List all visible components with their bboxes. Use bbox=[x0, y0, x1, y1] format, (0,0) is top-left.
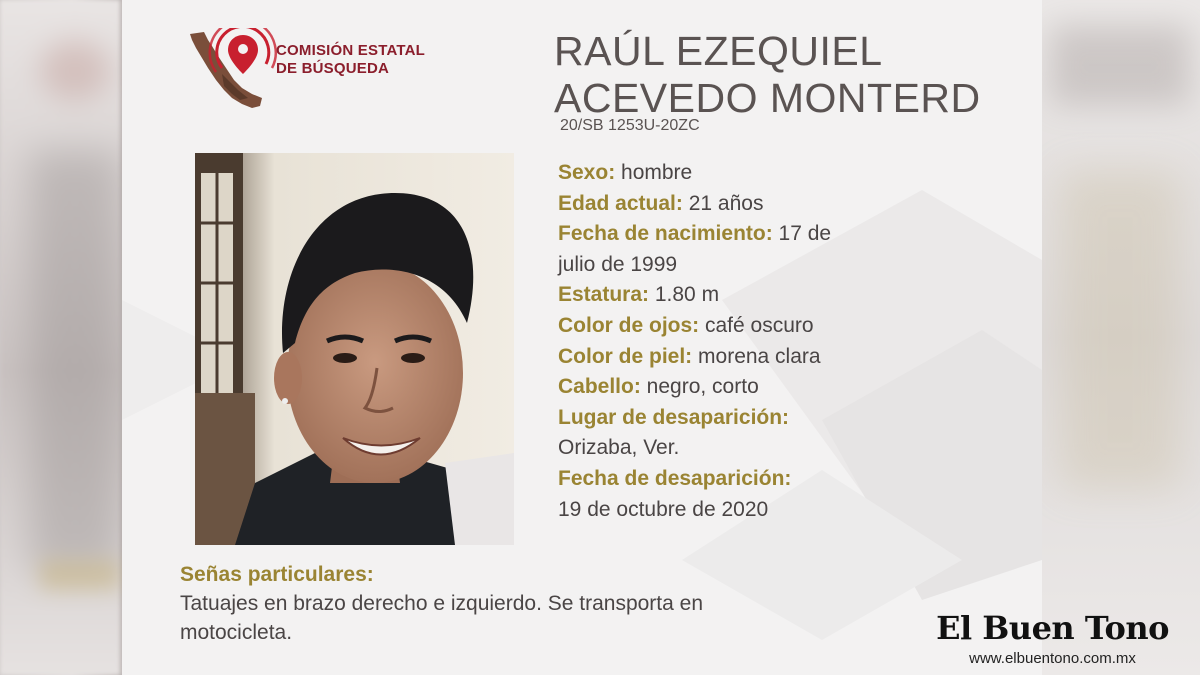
portrait-illustration bbox=[195, 153, 514, 545]
senas-particulares bbox=[180, 560, 940, 647]
ojos-value: café oscuro bbox=[699, 313, 814, 337]
edad-label: Edad actual: bbox=[558, 191, 683, 215]
edad-value: 21 años bbox=[682, 191, 764, 215]
estatura-label: Estatura: bbox=[558, 283, 650, 307]
lugar-label: Lugar de desaparición: bbox=[558, 405, 790, 429]
name-line-2: ACEVEDO MONTERD bbox=[554, 75, 981, 121]
cabello-value: negro, corto bbox=[640, 375, 759, 399]
sexo-label: Sexo: bbox=[558, 161, 616, 184]
nacimiento-label: Fecha de nacimiento: bbox=[558, 222, 773, 246]
estatura-value: 1.80 m bbox=[649, 283, 720, 307]
detail-ojos bbox=[558, 311, 1028, 342]
el-buen-tono-watermark bbox=[930, 610, 1175, 670]
nacimiento-value-1: 17 de bbox=[772, 222, 832, 246]
watermark-title: El Buen Tono bbox=[936, 609, 1169, 647]
detail-sexo bbox=[558, 158, 1028, 189]
detail-estatura bbox=[558, 280, 1028, 311]
nacimiento-value-2: julio de 1999 bbox=[558, 252, 678, 276]
sexo-value: hombre bbox=[615, 161, 693, 184]
senas-text-2: motocicleta. bbox=[180, 621, 293, 644]
ojos-label: Color de ojos: bbox=[558, 313, 700, 337]
detail-nacimiento bbox=[558, 219, 1028, 250]
detail-cabello bbox=[558, 372, 1028, 403]
case-id: 20/SB 1253U-20ZC bbox=[560, 117, 700, 134]
person-details bbox=[558, 158, 1028, 525]
missing-person-poster bbox=[122, 0, 1042, 675]
cabello-label: Cabello: bbox=[558, 375, 641, 399]
logo-line-1: COMISIÓN ESTATAL bbox=[276, 42, 426, 59]
comision-logo bbox=[182, 28, 442, 123]
person-photo bbox=[195, 153, 514, 545]
watermark-url: www.elbuentono.com.mx bbox=[969, 650, 1136, 667]
lugar-value: Orizaba, Ver. bbox=[558, 436, 680, 460]
detail-edad bbox=[558, 189, 1028, 220]
detail-piel bbox=[558, 342, 1028, 373]
fecha-desaparicion-label: Fecha de desaparición: bbox=[558, 466, 792, 490]
backdrop-left bbox=[0, 0, 120, 675]
name-line-1: RAÚL EZEQUIEL bbox=[554, 28, 883, 74]
person-name bbox=[554, 28, 1034, 122]
piel-label: Color de piel: bbox=[558, 344, 693, 368]
senas-label: Señas particulares: bbox=[180, 563, 374, 586]
piel-value: morena clara bbox=[692, 344, 821, 368]
backdrop-right bbox=[1040, 0, 1200, 675]
fecha-desaparicion-value: 19 de octubre de 2020 bbox=[558, 497, 769, 521]
logo-text bbox=[276, 42, 425, 78]
logo-line-2: DE BÚSQUEDA bbox=[276, 60, 390, 77]
senas-text-1: Tatuajes en brazo derecho e izquierdo. Se transporta en bbox=[180, 592, 704, 615]
